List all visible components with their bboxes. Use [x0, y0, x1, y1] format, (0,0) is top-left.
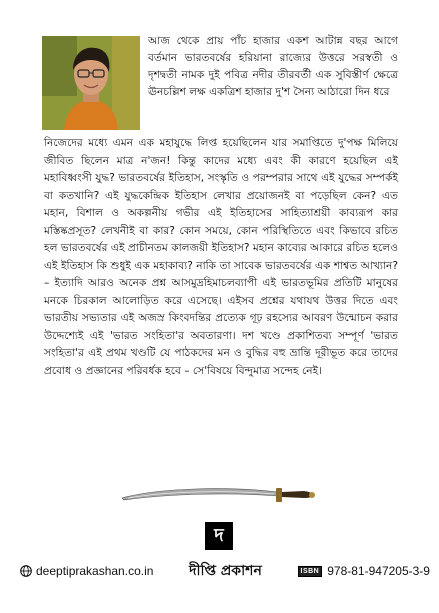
author-photo [42, 36, 140, 130]
sword-icon [118, 482, 318, 506]
author-portrait-image [42, 36, 140, 130]
isbn-label: ISBN [298, 566, 323, 577]
isbn-number: 978-81-947205-3-9 [327, 564, 430, 578]
isbn-block [298, 564, 430, 578]
website-link[interactable]: deeptiprakashan.co.in [36, 564, 154, 578]
publisher-name: দীপ্তি প্রকাশন [189, 563, 262, 579]
website-block [20, 564, 153, 578]
publisher-logo: দ [205, 522, 233, 550]
synopsis-paragraph: নিজেদের মধ্যে এমন এক মহাযুদ্ধে লিপ্ত হয়েছিলেন যার সমাপ্তিতে দু'পক্ষ মিলিয়ে জীবিত ছিলেন মাত্র ন'জন! কিন্তু কাদের মধ্যে এবং কী কারণে হয়েছিল এই মহাবিধ্বংসী যুদ্ধ? ভারতবর্ষের ইতিহাস, সংস্কৃতি ও পরম্পরার সাথে এই যুদ্ধের সম্পর্কই বা কতখানি? এই যুদ্ধকেন্দ্রিক ইতিহাস লেখার প্রয়োজনই বা পড়েছিল কেন? এত মহান, বিশাল ও অকল্পনীয় গভীর এই ইতিহাসের সাহিত্যাশ্রয়ী কাব্যরূপ কার মস্তিষ্কপ্রসূত? লেখনীই বা কার? কোন সময়ে, কোন পরিস্থিতিতে এবং কিভাবে রচিত হল ভারতবর্ষের এই প্রাচীনতম কালজয়ী ইতিহাস? মহান কাব্যের আকারে রচিত হলেও এই ইতিহাস কি শুধুই এক মহাকাব্য? নাকি তা সাবেক ভারতবর্ষের এক শাশ্বত আখ্যান? – ইত্যাদি আরও অনেক প্রশ্ন আসমুদ্রহিমাচলব্যাপী এই ভারতভূমির প্রতিটি মানুষের মনকে চিরকাল আলোড়িত করে এসেছে। এইসব প্রশ্নের যথাযথ উত্তর দিতে এবং ভারতীয় সভ্যতার এই অজস্র কিংবদন্তির প্রত্যেক গূঢ় রহস্যের আবরণ উন্মোচন করার উদ্দেশ্যেই এই 'ভারত সংহিতা'র অবতারণা। দশ খণ্ডে প্রকাশিতব্য সম্পূর্ণ 'ভারত সংহিতা'র এই প্রথম খণ্ডটি যে পাঠকদের মন ও বুদ্ধির বহু ভ্রান্তি দূরীভূত করে তাদের প্রবোধ ও প্রজ্ঞানের পরিবর্ধক হবে – সে'বিষয়ে বিন্দুমাত্র সন্দেহ নেই। [44, 137, 398, 377]
footer-bar [20, 560, 430, 582]
globe-icon [20, 565, 32, 577]
intro-paragraph: আজ থেকে প্রায় পাঁচ হাজার একশ আটান্ন বছর আগে বর্তমান ভারতবর্ষের হরিয়ানা রাজ্যের উত্তরে সরস্বতী ও দৃশদ্বতী নামক দুই পবিত্র নদীর তীরবর্তী এক সুবিস্তীর্ণ ক্ষেত্রে ঊনচল্লিশ লক্ষ একত্রিশ হাজার দু'শ সৈন্য আঠারো দিন ধরে [148, 35, 398, 98]
